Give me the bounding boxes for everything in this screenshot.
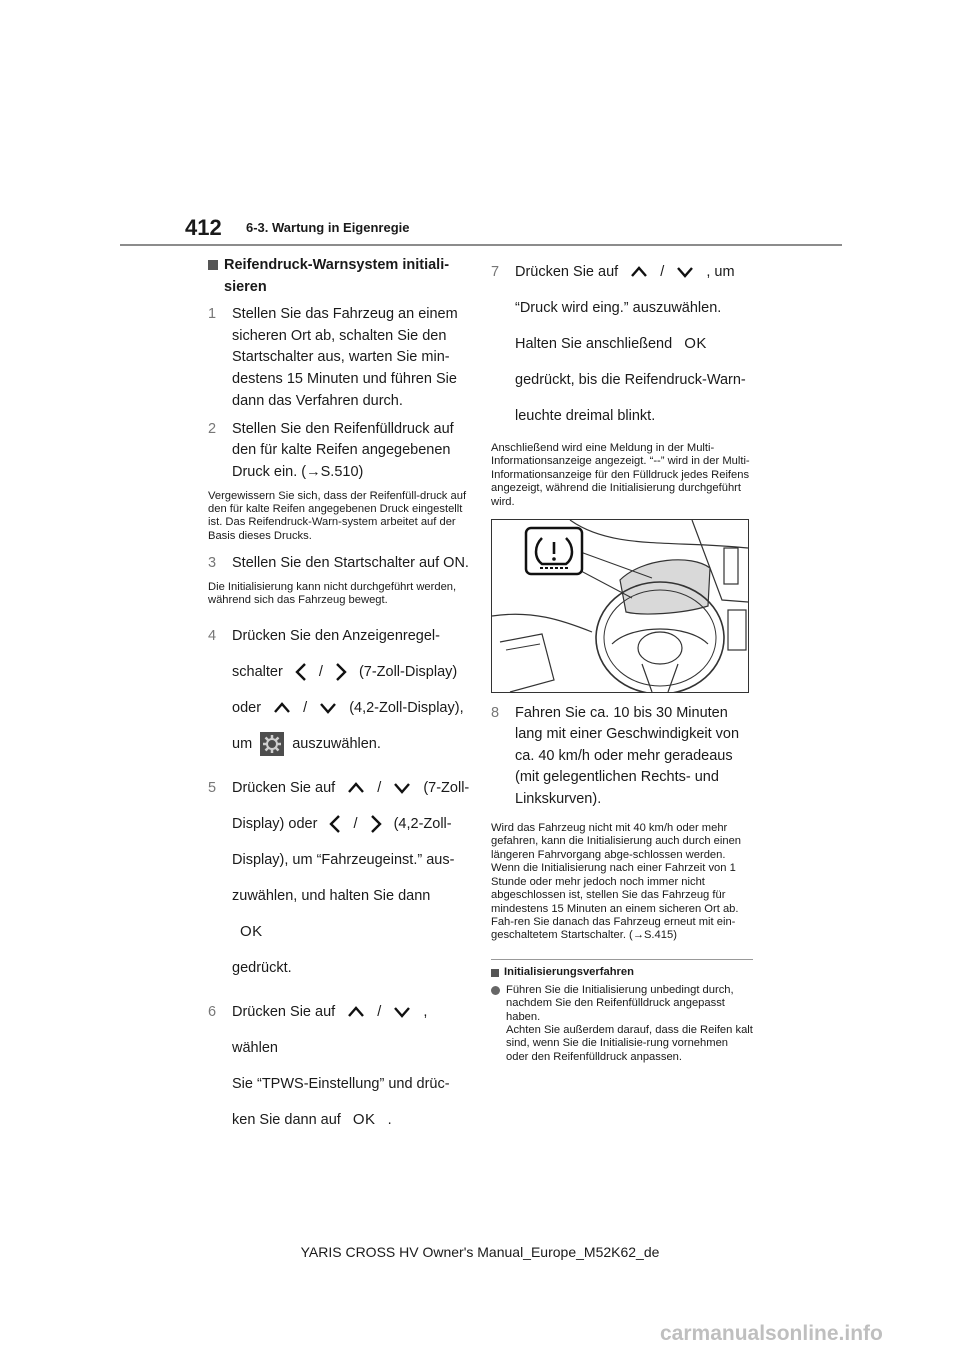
step-4: 4 Drücken Sie den Anzeigenregel- schalter / (7-Zoll-Display) oder / (4,2-Zoll-Display), um auszuwählen. <box>208 618 470 762</box>
ok-button-symbol: OK <box>240 922 263 940</box>
step-number: 2 <box>208 420 217 437</box>
step-2 <box>208 419 470 484</box>
step-number: 1 <box>208 306 217 322</box>
step-text: Fahren Sie ca. 10 bis 30 Minuten lang mit einer Geschwindigkeit von ca. 40 km/h oder mehr geradeaus (mit gelegentlichen Rechts- und Linkskurven). <box>515 705 740 807</box>
subheading: Initialisierungsverfahren <box>491 966 753 978</box>
chevron-right-icon <box>370 814 382 834</box>
note-step-2: Vergewissern Sie sich, dass der Reifenfüll-druck auf den für kalte Reifen angegebenen Druck eingestellt ist. Das Reifendruck-Warn-system arbeitet auf der Basis dieses Drucks. <box>208 489 467 542</box>
step-number: 7 <box>491 264 500 280</box>
chevron-down-icon <box>319 702 337 714</box>
step-number: 6 <box>208 1003 217 1020</box>
step-5: 5 Drücken Sie auf / (7-Zoll- Display) oder / (4,2-Zoll- Display), um “Fahrzeugeinst.” aus- zuwählen, und halten Sie dann OK gedrückt. <box>208 770 470 986</box>
step-1 <box>208 304 470 413</box>
square-bullet-icon <box>491 969 499 977</box>
header-rule <box>120 244 842 246</box>
step-text: Stellen Sie das Fahrzeug an einem sicheren Ort ab, schalten Sie den Startschalter aus, warten Sie min-destens 15 Minuten und führen Sie dann das Verfahren durch. <box>232 306 458 409</box>
circle-bullet-icon <box>491 986 500 995</box>
step-number: 5 <box>208 779 217 796</box>
chevron-up-icon <box>347 1006 365 1018</box>
chevron-up-icon <box>273 702 291 714</box>
chevron-right-icon <box>335 662 347 682</box>
watermark: carmanualsonline.info <box>660 1322 883 1345</box>
step-6: 6 Drücken Sie auf / , wählen Sie “TPWS-Einstellung” und drüc- ken Sie dann auf OK . <box>208 994 470 1138</box>
step-number: 8 <box>491 705 500 722</box>
ok-button-symbol: OK <box>352 1110 376 1128</box>
note-step-3: Die Initialisierung kann nicht durchgeführt werden, während sich das Fahrzeug bewegt. <box>208 580 457 607</box>
list-item: Führen Sie die Initialisierung unbedingt durch, nachdem Sie den Reifenfülldruck angepasst haben. Achten Sie außerdem darauf, dass die Reifen kalt sind, wenn Sie die Initialisie-rung vornehmen oder den Reifenfülldruck anpassen. <box>491 984 753 1064</box>
chevron-down-icon <box>393 782 411 794</box>
chevron-down-icon <box>676 266 694 278</box>
note-step-7: Anschließend wird eine Meldung in der Multi-Informationsanzeige angezeigt. “--” wird in der Multi-Informationsanzeige für den Fülldruck jedes Reifens angezeigt, während die Initialisierung durchgeführt wird. <box>491 442 750 508</box>
note-step-8: Wird das Fahrzeug nicht mit 40 km/h oder mehr gefahren, kann die Initialisierung auch durch einen längeren Fahrvorgang abge-schlossen werden. Wenn die Initialisierung nach einer Fahrzeit von 1 Stunde oder mehr jedoch noch immer nicht abgeschlossen ist, stellen Sie das Fahrzeug für mindestens 15 Minuten an einem sicheren Ort ab. Fah-ren Sie danach das Fahrzeug erneut mit ein-geschaltetem Startschalter. (→S.415) <box>491 822 742 942</box>
heading-text: Reifendruck-Warnsystem initiali- sieren <box>224 257 450 295</box>
step-text: Stellen Sie den Reifenfülldruck auf den für kalte Reifen angegebenen Druck ein. (→S.510) <box>232 420 454 480</box>
step-3 <box>208 553 470 575</box>
chevron-down-icon <box>393 1006 411 1018</box>
step-number: 4 <box>208 627 217 644</box>
section-title: 6-3. Wartung in Eigenregie <box>246 220 410 235</box>
divider <box>491 959 753 960</box>
square-bullet-icon <box>208 260 218 270</box>
page-number: 412 <box>185 215 222 240</box>
ok-button-symbol: OK <box>684 335 707 352</box>
dashboard-illustration <box>491 519 749 693</box>
step-number: 3 <box>208 555 217 572</box>
chevron-up-icon <box>347 782 365 794</box>
left-column <box>208 254 470 1146</box>
step-7: 7 Drücken Sie auf / , um “Druck wird eing.” auszuwählen. Halten Sie anschließend OK gedrückt, bis die Reifendruck-Warn- leuchte dreimal blinkt. <box>491 254 753 434</box>
footer: YARIS CROSS HV Owner's Manual_Europe_M52K62_de <box>300 1244 660 1260</box>
gear-icon <box>260 732 284 756</box>
chevron-left-icon <box>295 662 307 682</box>
chevron-up-icon <box>630 266 648 278</box>
right-column <box>491 254 753 1064</box>
step-text: Stellen Sie den Startschalter auf ON. <box>232 555 469 572</box>
step-8 <box>491 703 753 810</box>
section-heading <box>208 254 470 298</box>
chevron-left-icon <box>329 814 341 834</box>
